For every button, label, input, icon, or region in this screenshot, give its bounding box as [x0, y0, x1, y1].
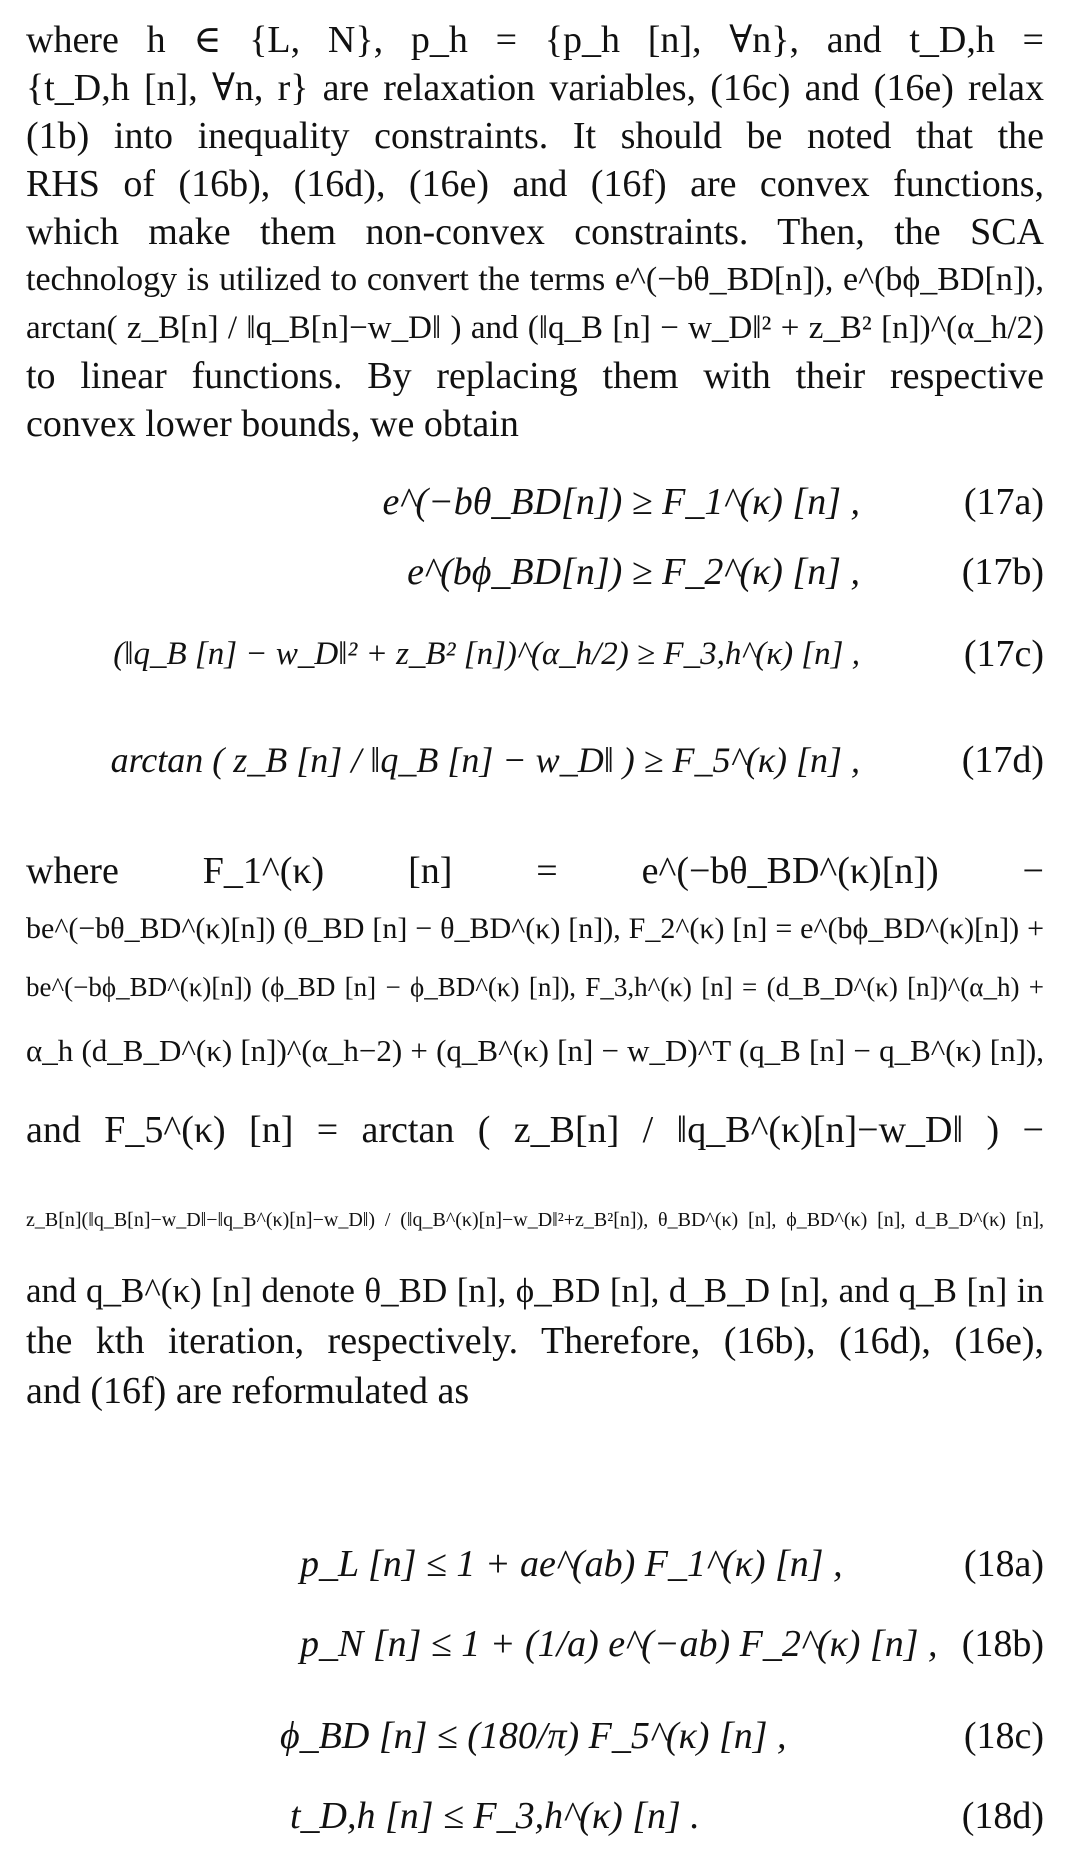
text-line: which make them non-convex constraints. Then, the SCA [26, 211, 1044, 253]
text-line: RHS of (16b), (16d), (16e) and (16f) are convex functions, [26, 163, 1044, 205]
equation-body: p_L [n] ≤ 1 + ae^(ab) F_1^(κ) [n] , [300, 1543, 843, 1585]
equation-18b [0, 1610, 1080, 1690]
equation-body: e^(bϕ_BD[n]) ≥ F_2^(κ) [n] , [407, 551, 860, 593]
equation-label: (18b) [961, 1623, 1044, 1665]
equation-label: (17b) [961, 551, 1044, 593]
text-line: arctan( z_B[n] / ‖q_B[n]−w_D‖ ) and (‖q_B [n] − w_D‖² + z_B² [n])^(α_h/2) [26, 310, 1044, 346]
equation-body: p_N [n] ≤ 1 + (1/a) e^(−ab) F_2^(κ) [n] , [300, 1623, 938, 1665]
equation-label: (18a) [963, 1543, 1044, 1585]
text-line: α_h (d_B_D^(κ) [n])^(α_h−2) + (q_B^(κ) [n] − w_D)^T (q_B [n] − q_B^(κ) [n]), [26, 1033, 1044, 1068]
text-line: be^(−bθ_BD^(κ)[n]) (θ_BD [n] − θ_BD^(κ) [n]), F_2^(κ) [n] = e^(bϕ_BD^(κ)[n]) + [26, 912, 1044, 945]
text-line: {t_D,h [n], ∀n, r} are relaxation variables, (16c) and (16e) relax [26, 67, 1044, 109]
text-line: and q_B^(κ) [n] denote θ_BD [n], ϕ_BD [n], d_B_D [n], and q_B [n] in [26, 1271, 1044, 1310]
text-line: where F_1^(κ) [n] = e^(−bθ_BD^(κ)[n]) − [26, 850, 1044, 892]
equation-body: e^(−bθ_BD[n]) ≥ F_1^(κ) [n] , [382, 481, 860, 523]
equation-17c [0, 614, 1080, 694]
equation-label: (18d) [961, 1795, 1044, 1837]
equation-body: (‖q_B [n] − w_D‖² + z_B² [n])^(α_h/2) ≥ F_3,h^(κ) [n] , [113, 636, 860, 672]
equation-label: (18c) [963, 1715, 1044, 1757]
text-line: to linear functions. By replacing them with their respective [26, 355, 1044, 397]
equation-label: (17d) [961, 739, 1044, 781]
equation-body: arctan ( z_B [n] / ‖q_B [n] − w_D‖ ) ≥ F_5^(κ) [n] , [110, 740, 860, 780]
equation-17d [0, 706, 1080, 816]
paragraph-lower-bounds [26, 842, 1044, 1416]
equation-label: (17a) [963, 481, 1044, 523]
equation-18c [0, 1702, 1080, 1782]
text-line: technology is utilized to convert the terms e^(−bθ_BD[n]), e^(bϕ_BD[n]), [26, 261, 1044, 298]
equation-18d [0, 1782, 1080, 1862]
equation-label: (17c) [963, 633, 1044, 675]
text-line: and F_5^(κ) [n] = arctan ( z_B[n] / ‖q_B^(κ)[n]−w_D‖ ) − [26, 1109, 1044, 1151]
paragraph-relaxation-variables [26, 16, 1044, 448]
equation-17a [0, 462, 1080, 542]
equation-18a [0, 1530, 1080, 1610]
text-line: the kth iteration, respectively. Therefore, (16b), (16d), (16e), [26, 1320, 1044, 1362]
text-line: and (16f) are reformulated as [26, 1370, 470, 1412]
text-line: where h ∈ {L, N}, p_h = {p_h [n], ∀n}, and t_D,h = [26, 19, 1044, 61]
text-line: be^(−bϕ_BD^(κ)[n]) (ϕ_BD [n] − ϕ_BD^(κ) [n]), F_3,h^(κ) [n] = (d_B_D^(κ) [n])^(α_h) + [26, 972, 1044, 1002]
equation-17b [0, 532, 1080, 612]
text-line: convex lower bounds, we obtain [26, 403, 519, 445]
text-line: z_B[n](‖q_B[n]−w_D‖−‖q_B^(κ)[n]−w_D‖) / (‖q_B^(κ)[n]−w_D‖²+z_B²[n]), θ_BD^(κ) [n], ϕ_BD^(κ) [n], d_B_D^(κ) [n], [26, 1209, 1044, 1231]
text-line: (1b) into inequality constraints. It should be noted that the [26, 115, 1044, 157]
equation-body: ϕ_BD [n] ≤ (180/π) F_5^(κ) [n] , [280, 1715, 787, 1757]
equation-body: t_D,h [n] ≤ F_3,h^(κ) [n] . [290, 1795, 700, 1837]
